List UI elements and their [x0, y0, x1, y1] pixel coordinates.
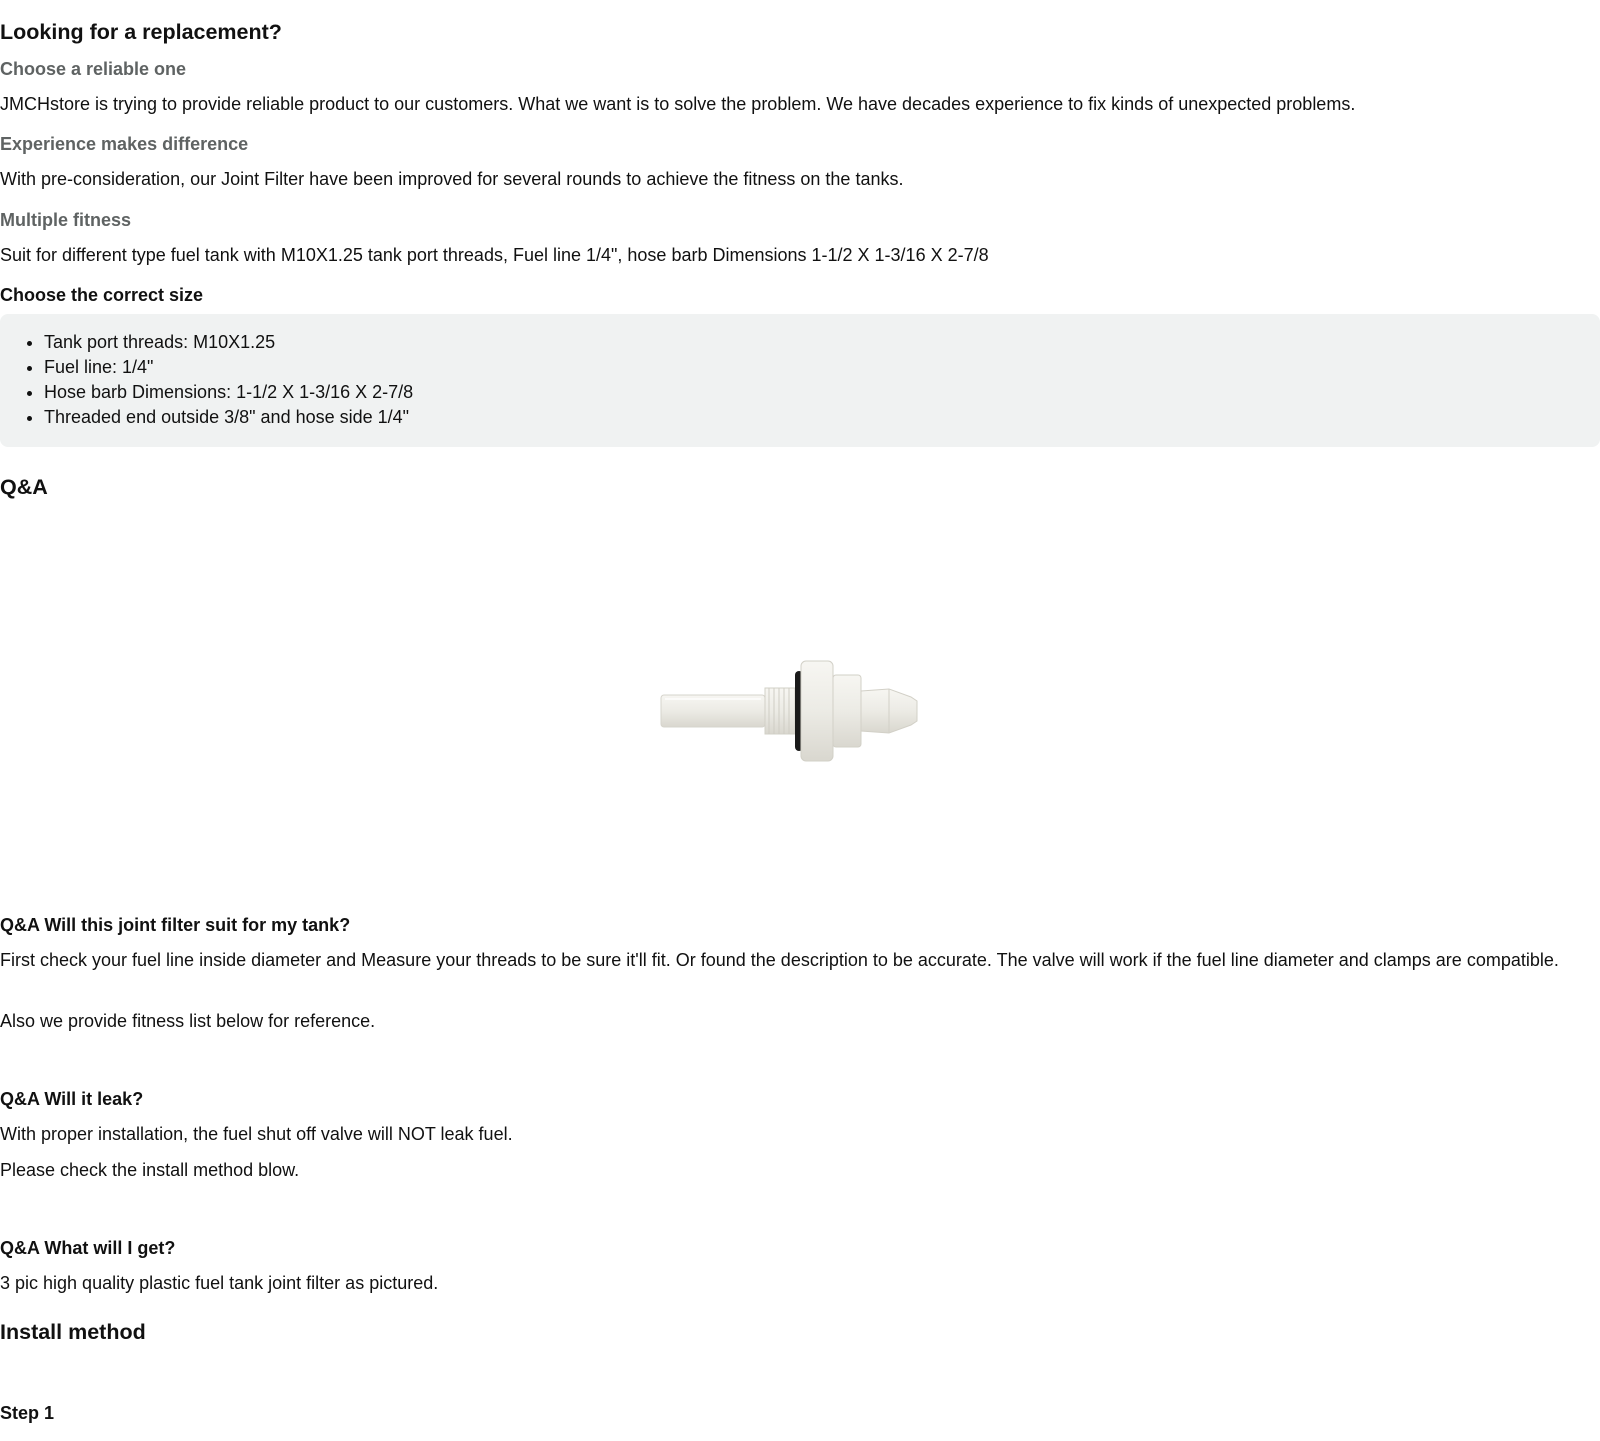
spec-item-fuel-line: • Fuel line: 1/4" [44, 355, 413, 380]
reliable-text: JMCHstore is trying to provide reliable product to our customers. What we want is to solve the problem. We have decades experience to fix kinds of unexpected problems. [0, 94, 1356, 114]
experience-heading: Experience makes difference [0, 134, 249, 154]
qa-question-get: Q&A What will I get? [0, 1238, 176, 1258]
spec-item-threaded-end: • Threaded end outside 3/8" and hose side 1/4" [44, 405, 413, 430]
install-title: Install method [0, 1320, 146, 1344]
experience-text: With pre-consideration, our Joint Filter have been improved for several rounds to achieve the fitness on the tanks. [0, 169, 904, 189]
fuel-joint-filter-icon [655, 655, 935, 765]
fitness-text: Suit for different type fuel tank with M10X1.25 tank port threads, Fuel line 1/4", hose barb Dimensions 1-1/2 X 1-3/16 X 2-7/8 [0, 245, 989, 265]
size-heading: Choose the correct size [0, 285, 204, 305]
qa-answer-leak-1: With proper installation, the fuel shut off valve will NOT leak fuel. [0, 1124, 513, 1144]
replacement-title: Looking for a replacement? [0, 20, 282, 44]
reliable-heading: Choose a reliable one [0, 59, 187, 79]
spec-item-hose-barb: • Hose barb Dimensions: 1-1/2 X 1-3/16 X 2-7/8 [44, 380, 413, 405]
size-spec-list [24, 330, 413, 430]
qa-answer-leak-2: Please check the install method blow. [0, 1160, 300, 1180]
qa-answer-fit-2: Also we provide fitness list below for reference. [0, 1011, 376, 1031]
spec-item-threads: • Tank port threads: M10X1.25 [44, 330, 413, 355]
qa-answer-get: 3 pic high quality plastic fuel tank joint filter as pictured. [0, 1273, 439, 1293]
size-spec-box [0, 314, 1600, 447]
qa-answer-fit-1: First check your fuel line inside diameter and Measure your threads to be sure it'll fit. Or found the description to be accurate. The valve will work if the fuel line diameter and clamps are compatible. [0, 950, 1559, 970]
fitness-heading: Multiple fitness [0, 210, 132, 230]
qa-title: Q&A [0, 475, 48, 499]
qa-question-leak: Q&A Will it leak? [0, 1089, 144, 1109]
qa-question-fit: Q&A Will this joint filter suit for my tank? [0, 915, 351, 935]
install-step-1: Step 1 [0, 1403, 55, 1423]
